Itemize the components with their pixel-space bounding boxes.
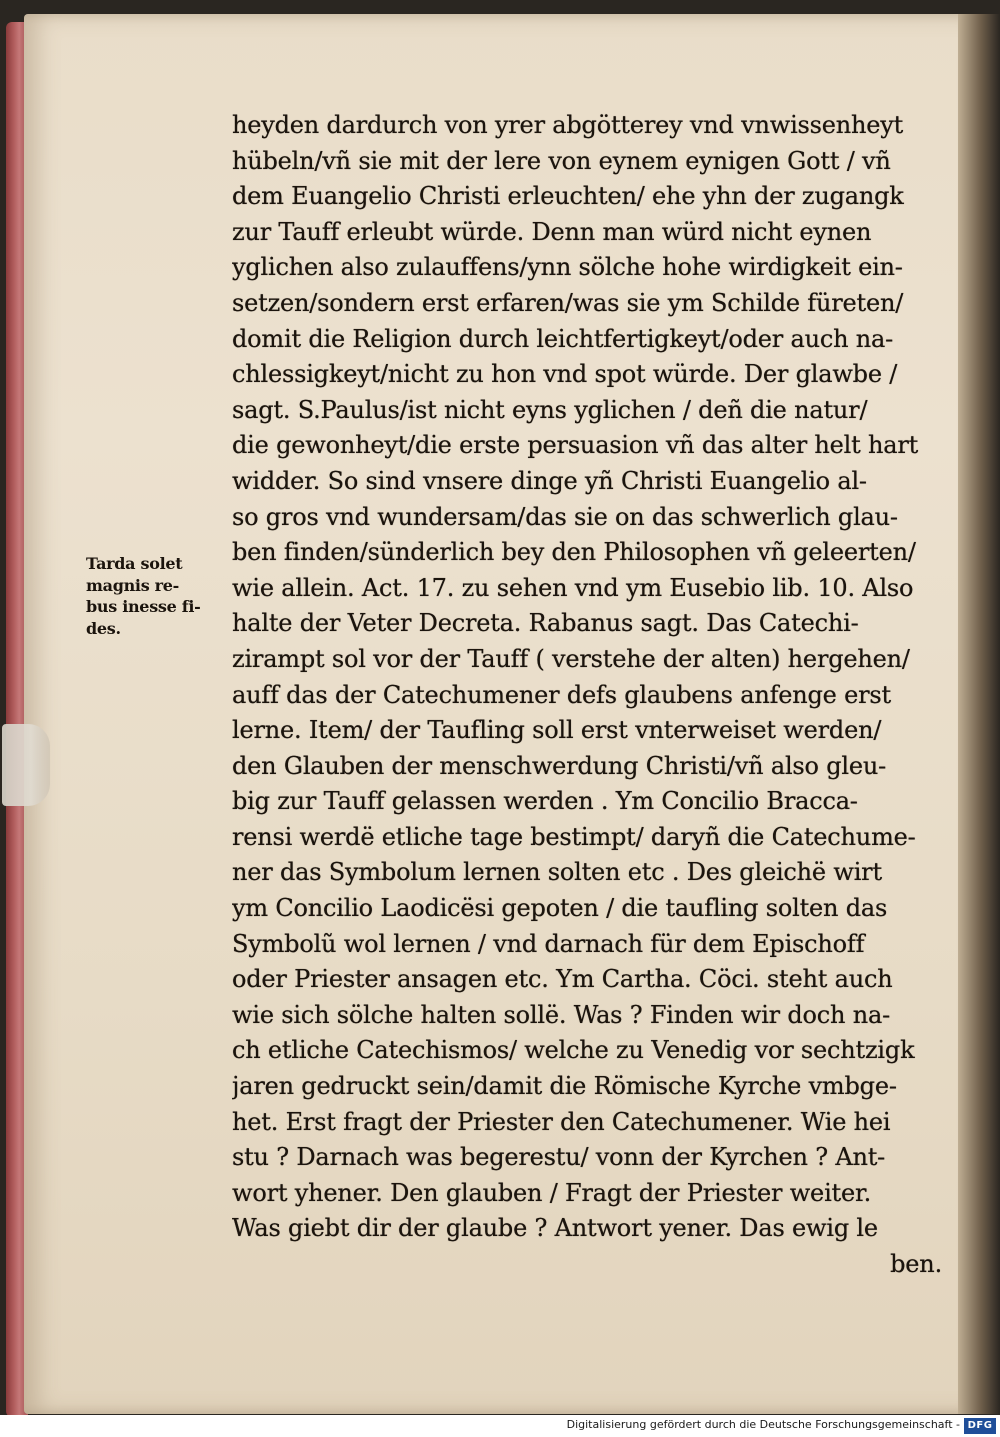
text-line: dem Euangelio Christi erleuchten/ ehe yhn der zugangk (232, 182, 904, 211)
text-line: Was giebt dir der glaube ? Antwort yener. Das ewig le (232, 1214, 878, 1243)
text-line: halte der Veter Decreta. Rabanus sagt. Das Catechi- (232, 609, 859, 638)
text-line: auff das der Catechumener defs glaubens anfenge erst (232, 680, 891, 709)
text-line: den Glauben der menschwerdung Christi/vñ also gleu- (232, 751, 887, 780)
text-line: big zur Tauff gelassen werden . Ym Concilio Bracca- (232, 787, 858, 816)
text-line: chlessigkeyt/nicht zu hon vnd spot würde. Der glawbe / (232, 360, 898, 389)
margin-note-line: des. (86, 618, 121, 638)
text-line: wie allein. Act. 17. zu sehen vnd ym Eusebio lib. 10. Also (232, 573, 914, 602)
text-line: rensi werdë etliche tage bestimpt/ daryñ die Catechume- (232, 822, 916, 851)
text-line: ner das Symbolum lernen solten etc . Des gleichë wirt (232, 858, 882, 887)
text-line: ch etliche Catechismos/ welche zu Venedig vor sechtzigk (232, 1036, 915, 1065)
margin-note (86, 553, 236, 639)
text-line: ben finden/sünderlich bey den Philosophen vñ geleerten/ (232, 538, 916, 567)
text-line: wie sich sölche halten sollë. Was ? Finden wir doch na- (232, 1000, 891, 1029)
text-line: oder Priester ansagen etc. Ym Cartha. Cöci. steht auch (232, 965, 893, 994)
text-line: heyden dardurch von yrer abgötterey vnd vnwissenheyt (232, 111, 904, 139)
text-line: yglichen also zulauffens/ynn sölche hohe wirdigkeit ein- (232, 253, 903, 282)
main-text-block (232, 108, 960, 1283)
text-line: zur Tauff erleubt würde. Denn man würd nicht eynen (232, 217, 872, 246)
text-line: die gewonheyt/die erste persuasion vñ das alter helt hart (232, 431, 919, 460)
margin-note-line: magnis re- (86, 575, 180, 595)
binding-gutter (958, 14, 1000, 1414)
text-line: hübeln/vñ sie mit der lere von eynem eynigen Gott / vñ (232, 146, 891, 175)
text-line: ben. (890, 1250, 942, 1278)
text-line: so gros vnd wundersam/das sie on das schwerlich glau- (232, 502, 898, 531)
margin-note-line: Tarda solet (86, 554, 183, 573)
text-line: setzen/sondern erst erfaren/was sie ym Schilde füreten/ (232, 288, 904, 317)
text-line: lerne. Item/ der Taufling soll erst vnterweiset werden/ (232, 716, 882, 745)
text-line: het. Erst fragt der Priester den Catechumener. Wie hei (232, 1107, 891, 1136)
dfg-logo: DFG (964, 1418, 996, 1434)
footer-credit: Digitalisierung gefördert durch die Deutsche Forschungsgemeinschaft - (566, 1418, 960, 1431)
text-line: ym Concilio Laodicësi gepoten / die taufling solten das (232, 894, 888, 923)
text-line: sagt. S.Paulus/ist nicht eyns yglichen / deñ die natur/ (232, 395, 868, 424)
text-line: domit die Religion durch leichtfertigkeyt/oder auch na- (232, 324, 894, 353)
text-line: zirampt sol vor der Tauff ( verstehe der alten) hergehen/ (232, 644, 910, 673)
page-clip (2, 724, 50, 806)
margin-note-line: bus inesse fi- (86, 597, 201, 616)
text-line: jaren gedruckt sein/damit die Römische Kyrche vmbge- (232, 1072, 897, 1101)
text-line: stu ? Darnach was begerestu/ vonn der Kyrchen ? Ant- (232, 1143, 886, 1172)
text-line: widder. So sind vnsere dinge yñ Christi Euangelio al- (232, 466, 867, 495)
text-line: wort yhener. Den glauben / Fragt der Priester weiter. (232, 1178, 872, 1207)
text-line: Symbolũ wol lernen / vnd darnach für dem Epischoff (232, 929, 865, 958)
